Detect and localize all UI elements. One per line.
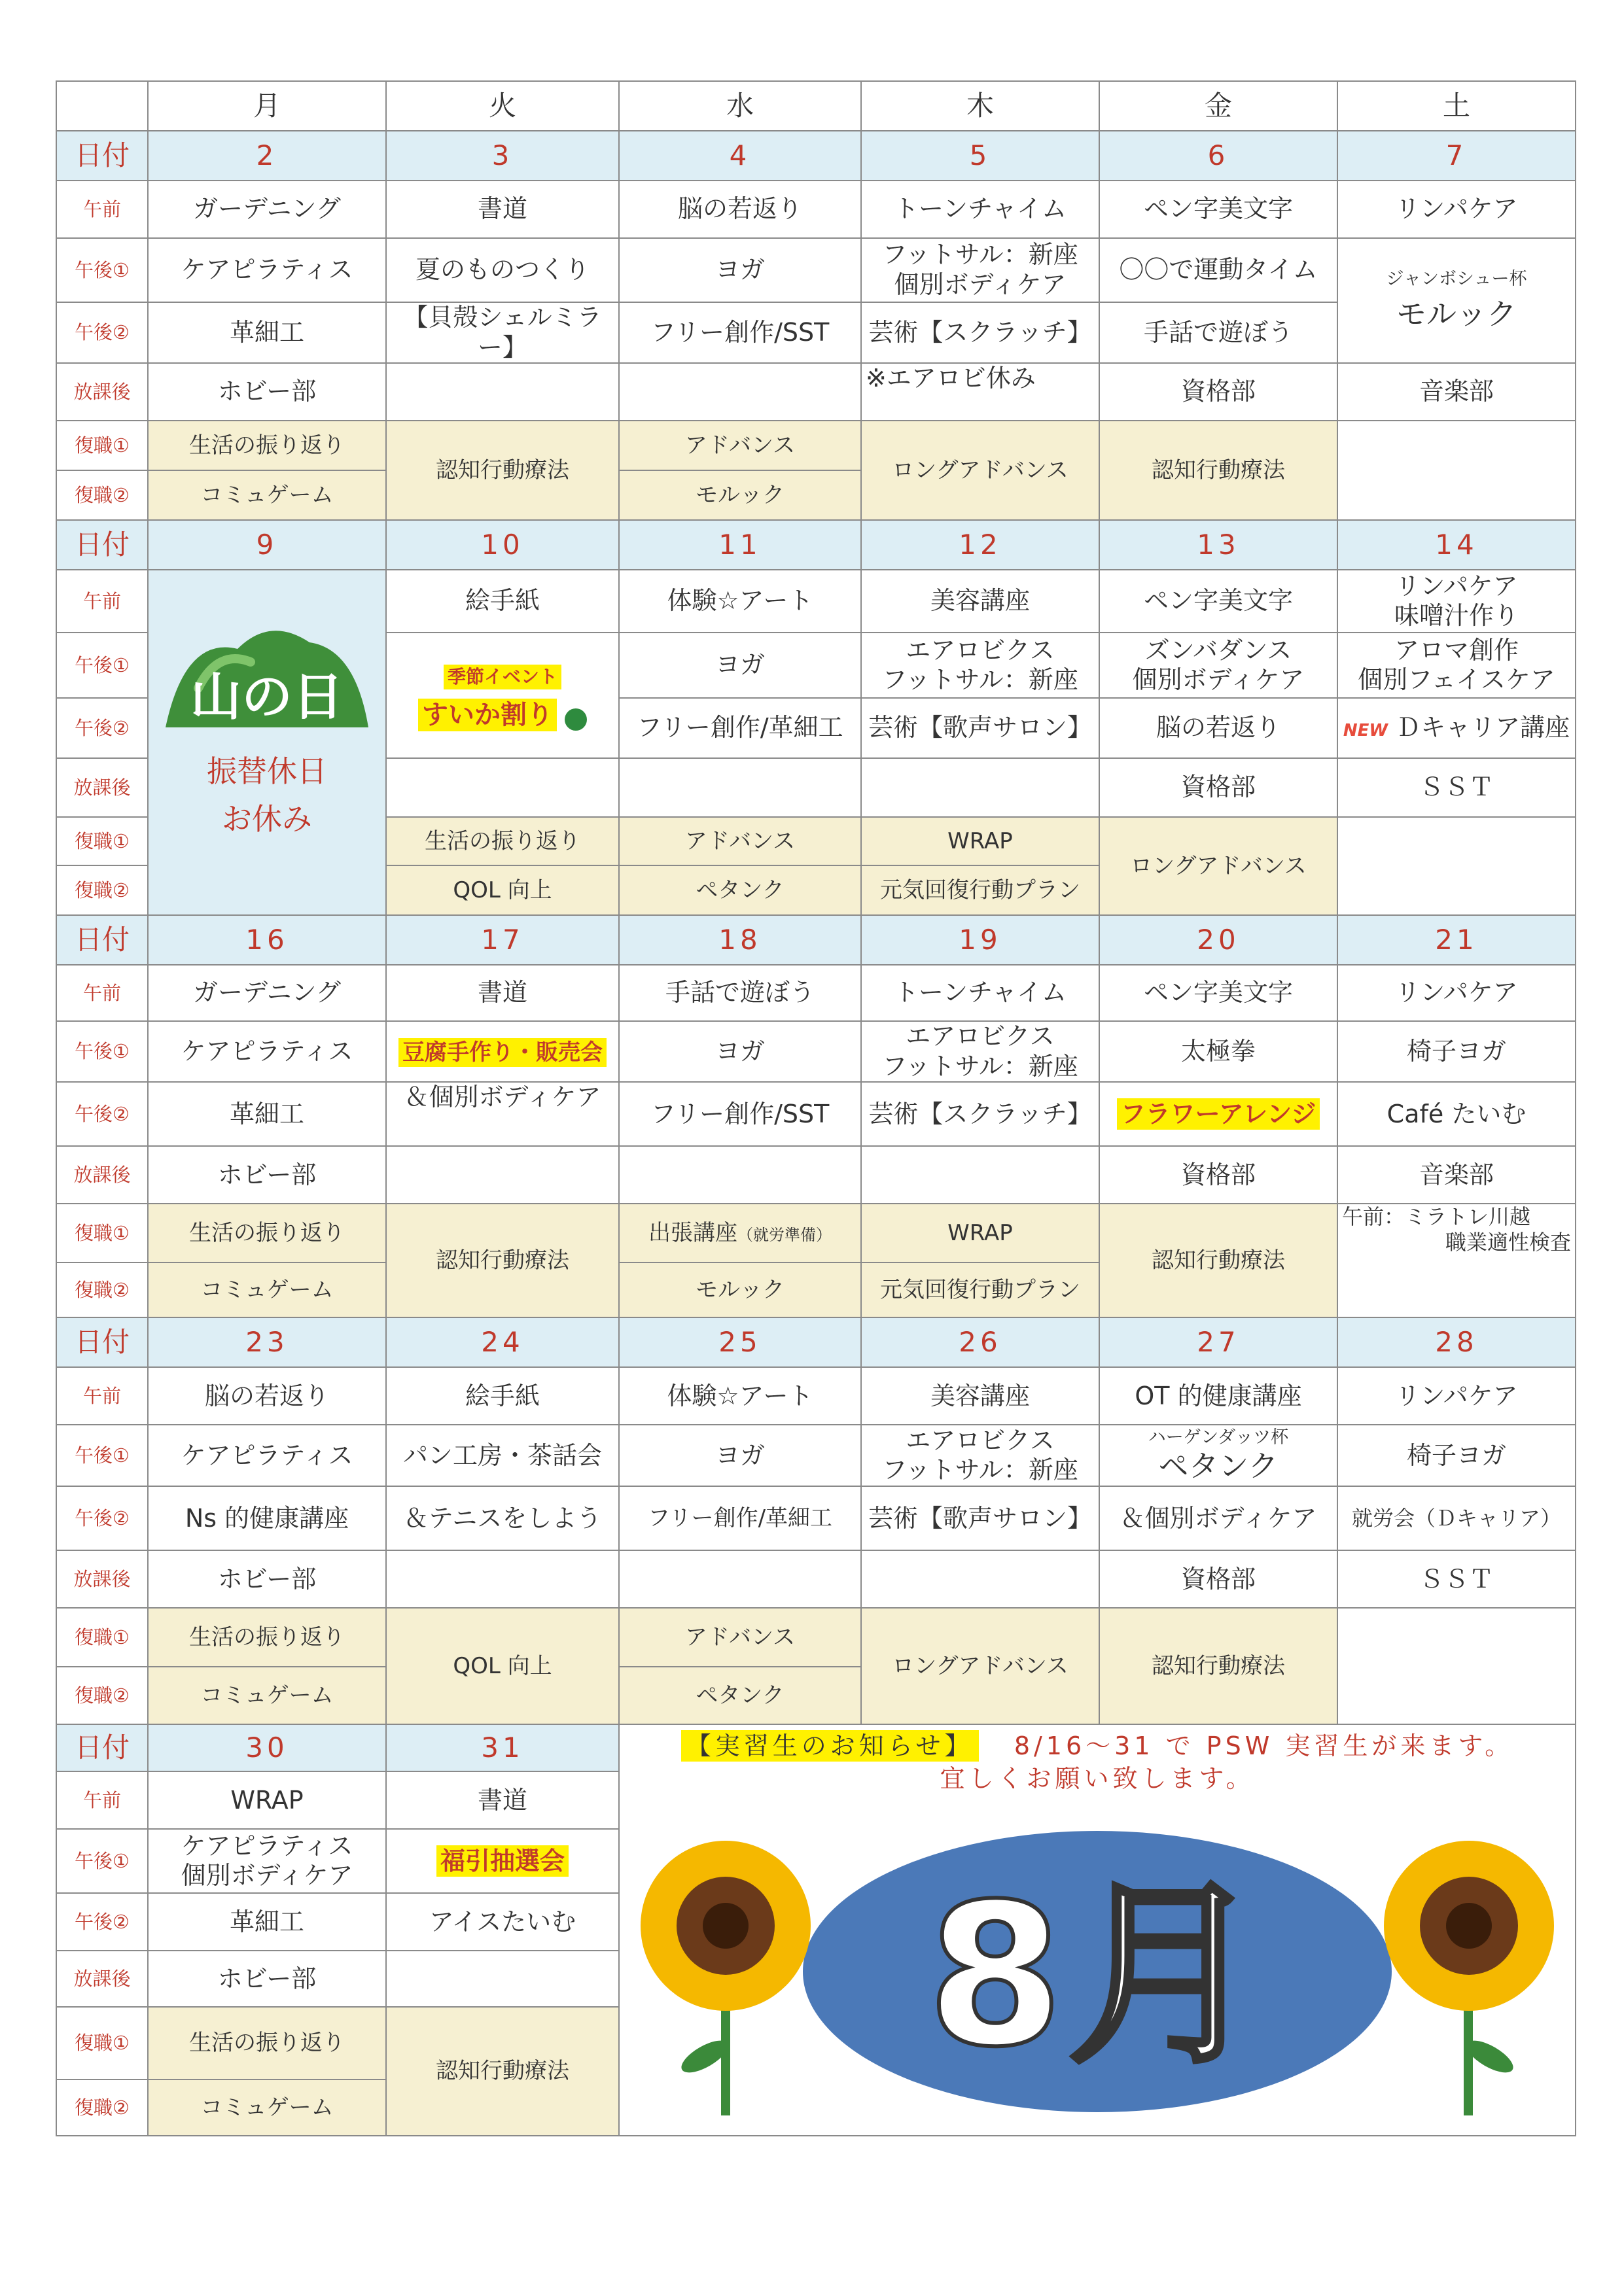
empty-cell xyxy=(1337,817,1576,915)
activity-cell: 体験☆アート xyxy=(619,570,861,633)
activity-cell: トーンチャイム xyxy=(861,965,1099,1021)
activity-cell: ガーデニング xyxy=(148,181,386,238)
empty-cell xyxy=(1337,1608,1576,1724)
activity-cell xyxy=(619,363,861,421)
activity-cell: 体験☆アート xyxy=(619,1367,861,1425)
activity-cell xyxy=(619,758,861,817)
row-label: 放課後 xyxy=(56,1550,148,1608)
activity-cell xyxy=(1337,633,1576,698)
row-label: 復職② xyxy=(56,1262,148,1317)
row-label: 午後① xyxy=(56,238,148,302)
activity-line: フットサル：新座 xyxy=(882,240,1078,270)
fukushoku-cell: 認知行動療法 xyxy=(1099,1204,1337,1317)
activity-cell: Café たいむ xyxy=(1337,1082,1576,1146)
fukushoku-cell: モルック xyxy=(619,1262,861,1317)
row-label: 復職① xyxy=(56,1204,148,1262)
activity-cell: 資格部 xyxy=(1099,1550,1337,1608)
cup-name: ハーゲンダッツ杯 xyxy=(1148,1427,1289,1448)
date-cell: 12 xyxy=(861,520,1099,570)
lottery-event: 福引抽選会 xyxy=(436,1845,569,1877)
weekday-thu: 木 xyxy=(861,81,1099,131)
activity-cell xyxy=(861,1146,1099,1204)
activity-line: フットサル：新座 xyxy=(882,665,1078,695)
row-label: 午前 xyxy=(56,181,148,238)
fukushoku1-row xyxy=(56,1204,1576,1262)
pm2-row xyxy=(56,1486,1576,1550)
fukushoku-cell: コミュゲーム xyxy=(148,1262,386,1317)
date-cell: 20 xyxy=(1099,915,1337,965)
row-label: 午後① xyxy=(56,1021,148,1082)
activity-cell xyxy=(1099,633,1337,698)
activity-line: アロマ創作 xyxy=(1394,635,1519,665)
row-label: 午後② xyxy=(56,302,148,363)
activity-cell xyxy=(1337,570,1576,633)
activity-line: Ｄキャリア講座 xyxy=(1396,713,1570,742)
activity-cell: フリー創作/SST xyxy=(619,1082,861,1146)
activity-line: エアロビクス xyxy=(906,1425,1055,1455)
activity-cell: 手話で遊ぼう xyxy=(619,965,861,1021)
activity-cell: アイスたいむ xyxy=(386,1893,619,1951)
fukushoku-cell: 認知行動療法 xyxy=(386,1204,619,1317)
month-badge-graphic xyxy=(620,1808,1575,2135)
empty-cell xyxy=(1337,421,1576,520)
fukushoku-cell: コミュゲーム xyxy=(148,1667,386,1724)
row-label: 日付 xyxy=(56,915,148,965)
flower-arrange-event: フラワーアレンジ xyxy=(1117,1098,1320,1130)
activity-cell xyxy=(619,1146,861,1204)
fukushoku-cell: 生活の振り返り xyxy=(148,2007,386,2079)
fukushoku-cell: 生活の振り返り xyxy=(148,1608,386,1667)
activity-cell: ＆テニスをしよう xyxy=(386,1486,619,1550)
activity-cell: ホビー部 xyxy=(148,1550,386,1608)
activity-cell: ケアピラティス xyxy=(148,1021,386,1082)
activity-cell: 太極拳 xyxy=(1099,1021,1337,1082)
note-cell xyxy=(1337,1204,1576,1317)
activity-cell: リンパケア xyxy=(1337,181,1576,238)
activity-cell: 〇〇で運動タイム xyxy=(1099,238,1337,302)
date-cell: 14 xyxy=(1337,520,1576,570)
activity-cell: ＳＳＴ xyxy=(1337,758,1576,817)
row-label: 午前 xyxy=(56,570,148,633)
activity-cell: WRAP xyxy=(148,1771,386,1829)
activity-cell: 夏のものつくり xyxy=(386,238,619,302)
date-cell: 28 xyxy=(1337,1317,1576,1367)
fukushoku-cell: QOL 向上 xyxy=(386,865,619,915)
row-label: 日付 xyxy=(56,1317,148,1367)
date-cell: 11 xyxy=(619,520,861,570)
activity-line: ズンバダンス xyxy=(1144,635,1292,665)
sunflower-right-icon xyxy=(1384,1841,1554,2115)
activity-cell xyxy=(386,1829,619,1893)
watermelon-icon xyxy=(565,708,587,731)
date-cell: 9 xyxy=(148,520,386,570)
row-label: 午後② xyxy=(56,1486,148,1550)
fukushoku-cell: QOL 向上 xyxy=(386,1608,619,1724)
fukushoku-cell: モルック xyxy=(619,470,861,520)
weekday-header-row xyxy=(56,81,1576,131)
cup-name: ジャンボシュー杯 xyxy=(1386,268,1527,289)
row-label: 復職① xyxy=(56,421,148,470)
date-cell: 2 xyxy=(148,131,386,181)
mountain-day-logo xyxy=(159,610,375,740)
date-cell: 31 xyxy=(386,1724,619,1771)
row-label: 復職① xyxy=(56,2007,148,2079)
activity-cell: 音楽部 xyxy=(1337,1146,1576,1204)
activity-line: 個別ボディケア xyxy=(181,1861,353,1890)
after-row xyxy=(56,363,1576,421)
row-label: 日付 xyxy=(56,131,148,181)
am-row xyxy=(56,570,1576,633)
activity-cell: 椅子ヨガ xyxy=(1337,1425,1576,1486)
activity-cell xyxy=(1337,698,1576,758)
fukushoku-cell: 認知行動療法 xyxy=(1099,421,1337,520)
activity-cell: ＳＳＴ xyxy=(1337,1550,1576,1608)
event-cell xyxy=(386,633,619,758)
activity-cell: 脳の若返り xyxy=(619,181,861,238)
activity-cell xyxy=(386,363,619,421)
fukushoku-cell: ロングアドバンス xyxy=(1099,817,1337,915)
row-label: 午前 xyxy=(56,1367,148,1425)
notice-panel xyxy=(619,1724,1576,2136)
date-row xyxy=(56,131,1576,181)
row-label: 復職① xyxy=(56,817,148,865)
row-label: 午後① xyxy=(56,1829,148,1893)
after-row xyxy=(56,1550,1576,1608)
activity-line: フットサル：新座 xyxy=(882,1051,1078,1081)
row-label: 復職② xyxy=(56,865,148,915)
activity-cell: 脳の若返り xyxy=(1099,698,1337,758)
row-label: 日付 xyxy=(56,520,148,570)
activity-cell: ホビー部 xyxy=(148,363,386,421)
activity-cell xyxy=(861,1425,1099,1486)
date-cell: 19 xyxy=(861,915,1099,965)
fukushoku-cell: ペタンク xyxy=(619,865,861,915)
row-label: 復職① xyxy=(56,1608,148,1667)
date-cell: 25 xyxy=(619,1317,861,1367)
activity-cell: 書道 xyxy=(386,1771,619,1829)
fukushoku1-row xyxy=(56,421,1576,470)
date-cell: 18 xyxy=(619,915,861,965)
holiday-closed: お休み xyxy=(222,801,312,837)
fukushoku-cell: コミュゲーム xyxy=(148,2079,386,2136)
fukushoku-cell xyxy=(619,1204,861,1262)
activity-cell xyxy=(1337,238,1576,363)
fukushoku-cell: 認知行動療法 xyxy=(386,421,619,520)
activity-cell: ホビー部 xyxy=(148,1951,386,2007)
fukushoku-cell: コミュゲーム xyxy=(148,470,386,520)
fukushoku-cell: 認知行動療法 xyxy=(386,2007,619,2136)
fukushoku-cell: ロングアドバンス xyxy=(861,421,1099,520)
activity-cell xyxy=(619,1550,861,1608)
activity-cell: 芸術【歌声サロン】 xyxy=(861,1486,1099,1550)
date-row xyxy=(56,915,1576,965)
after-row xyxy=(56,1146,1576,1204)
activity-line: モルック xyxy=(1396,296,1517,332)
activity-line: フットサル：新座 xyxy=(882,1455,1078,1485)
activity-line: 個別ボディケア xyxy=(1132,665,1305,695)
sunflower-left-icon xyxy=(641,1841,811,2115)
date-cell: 17 xyxy=(386,915,619,965)
fukushoku-cell: 生活の振り返り xyxy=(148,421,386,470)
activity-cell xyxy=(861,758,1099,817)
fukushoku-cell: アドバンス xyxy=(619,1608,861,1667)
fukushoku1-row xyxy=(56,1608,1576,1667)
mountain-day-logo-text: 山の日 xyxy=(190,668,344,727)
month-badge-text: 8月 xyxy=(927,1862,1268,2091)
fukushoku-cell: 元気回復行動プラン xyxy=(861,1262,1099,1317)
date-cell: 6 xyxy=(1099,131,1337,181)
row-label: 復職② xyxy=(56,470,148,520)
holiday-cell xyxy=(148,570,386,915)
activity-cell: トーンチャイム xyxy=(861,181,1099,238)
activity-cell: 書道 xyxy=(386,181,619,238)
activity-cell: リンパケア xyxy=(1337,1367,1576,1425)
row-label: 放課後 xyxy=(56,1146,148,1204)
activity-cell: 絵手紙 xyxy=(386,570,619,633)
activity-cell: 革細工 xyxy=(148,1893,386,1951)
activity-cell xyxy=(386,1550,619,1608)
date-cell: 13 xyxy=(1099,520,1337,570)
monthly-schedule-table xyxy=(56,80,1576,2136)
date-cell: 7 xyxy=(1337,131,1576,181)
pm2-row xyxy=(56,1082,1576,1146)
date-row xyxy=(56,1724,1576,1771)
fukushoku-cell: ロングアドバンス xyxy=(861,1608,1099,1724)
am-row xyxy=(56,181,1576,238)
row-label: 放課後 xyxy=(56,758,148,817)
fukushoku-cell: アドバンス xyxy=(619,421,861,470)
weekday-fri: 金 xyxy=(1099,81,1337,131)
activity-cell: ヨガ xyxy=(619,633,861,698)
tofu-event: 豆腐手作り・販売会 xyxy=(398,1038,607,1067)
corner-cell xyxy=(56,81,148,131)
date-cell: 4 xyxy=(619,131,861,181)
activity-line: 出張講座 xyxy=(648,1219,737,1246)
date-cell: 16 xyxy=(148,915,386,965)
date-cell: 3 xyxy=(386,131,619,181)
activity-cell xyxy=(1099,1082,1337,1146)
fukushoku-cell: WRAP xyxy=(861,817,1099,865)
weekday-wed: 水 xyxy=(619,81,861,131)
activity-cell: ヨガ xyxy=(619,1021,861,1082)
activity-cell: リンパケア xyxy=(1337,965,1576,1021)
fukushoku-cell: アドバンス xyxy=(619,817,861,865)
activity-cell: 絵手紙 xyxy=(386,1367,619,1425)
activity-cell: 美容講座 xyxy=(861,1367,1099,1425)
row-label: 午後① xyxy=(56,633,148,698)
pm1-row xyxy=(56,1425,1576,1486)
fukushoku-cell: 生活の振り返り xyxy=(148,1204,386,1262)
am-row xyxy=(56,965,1576,1021)
activity-cell: 革細工 xyxy=(148,302,386,363)
season-event-tag: 季節イベント xyxy=(444,665,561,689)
activity-cell xyxy=(386,1021,619,1082)
activity-cell: ※エアロビ休み xyxy=(861,363,1099,421)
row-label: 午後② xyxy=(56,1893,148,1951)
activity-cell: 就労会（Ｄキャリア） xyxy=(1337,1486,1576,1550)
row-label: 放課後 xyxy=(56,363,148,421)
date-row xyxy=(56,1317,1576,1367)
row-label: 午前 xyxy=(56,965,148,1021)
date-cell: 24 xyxy=(386,1317,619,1367)
activity-line: エアロビクス xyxy=(906,1022,1055,1051)
new-badge: NEW xyxy=(1343,721,1388,741)
activity-cell: 書道 xyxy=(386,965,619,1021)
activity-cell: ＆個別ボディケア xyxy=(1099,1486,1337,1550)
activity-cell: 脳の若返り xyxy=(148,1367,386,1425)
activity-line: ケアピラティス xyxy=(181,1831,353,1860)
activity-cell: フリー創作/革細工 xyxy=(619,1486,861,1550)
row-label: 放課後 xyxy=(56,1951,148,2007)
activity-cell xyxy=(861,633,1099,698)
date-cell: 26 xyxy=(861,1317,1099,1367)
activity-cell: ＆個別ボディケア xyxy=(386,1082,619,1146)
activity-cell: 手話で遊ぼう xyxy=(1099,302,1337,363)
date-cell: 30 xyxy=(148,1724,386,1771)
activity-line: 個別フェイスケア xyxy=(1358,665,1555,695)
activity-cell xyxy=(386,1951,619,2007)
row-label: 午後① xyxy=(56,1425,148,1486)
activity-cell: 芸術【スクラッチ】 xyxy=(861,302,1099,363)
activity-cell xyxy=(861,1021,1099,1082)
activity-cell: 資格部 xyxy=(1099,363,1337,421)
activity-cell: 音楽部 xyxy=(1337,363,1576,421)
row-label: 日付 xyxy=(56,1724,148,1771)
activity-cell: パン工房・茶話会 xyxy=(386,1425,619,1486)
fukushoku-cell: 認知行動療法 xyxy=(1099,1608,1337,1724)
weekday-tue: 火 xyxy=(386,81,619,131)
activity-cell: ペン字美文字 xyxy=(1099,181,1337,238)
date-cell: 5 xyxy=(861,131,1099,181)
weekday-mon: 月 xyxy=(148,81,386,131)
activity-cell: 【貝殻シェルミラー】 xyxy=(386,302,619,363)
activity-line: 個別ボディケア xyxy=(894,270,1067,299)
date-cell: 27 xyxy=(1099,1317,1337,1367)
activity-cell xyxy=(386,1146,619,1204)
holiday-substitute: 振替休日 xyxy=(207,754,327,790)
activity-line: 味噌汁作り xyxy=(1394,601,1519,631)
watermelon-event: すいか割り xyxy=(418,699,557,731)
notice-line-1: 8/16～31 で PSW 実習生が来ます。 xyxy=(1014,1731,1514,1761)
activity-cell: フリー創作/SST xyxy=(619,302,861,363)
fukushoku-cell: 元気回復行動プラン xyxy=(861,865,1099,915)
activity-cell: ケアピラティス xyxy=(148,1425,386,1486)
notice-line-2: 宜しくお願い致します。 xyxy=(940,1764,1255,1793)
activity-cell: 芸術【スクラッチ】 xyxy=(861,1082,1099,1146)
intern-notice xyxy=(620,1730,1575,1795)
activity-cell xyxy=(861,1550,1099,1608)
activity-line: エアロビクス xyxy=(906,635,1055,665)
activity-cell: 美容講座 xyxy=(861,570,1099,633)
note-line: 午前：ミラトレ川越 xyxy=(1342,1204,1531,1230)
activity-cell: ヨガ xyxy=(619,1425,861,1486)
fukushoku-cell: WRAP xyxy=(861,1204,1099,1262)
activity-line: ペタンク xyxy=(1158,1448,1279,1484)
pm1-row xyxy=(56,1021,1576,1082)
row-label: 午前 xyxy=(56,1771,148,1829)
date-cell: 21 xyxy=(1337,915,1576,965)
activity-cell: 芸術【歌声サロン】 xyxy=(861,698,1099,758)
activity-cell xyxy=(861,238,1099,302)
activity-cell: 資格部 xyxy=(1099,1146,1337,1204)
activity-cell: OT 的健康講座 xyxy=(1099,1367,1337,1425)
row-label: 復職② xyxy=(56,2079,148,2136)
activity-cell: ケアピラティス xyxy=(148,238,386,302)
pm1-row xyxy=(56,238,1576,302)
activity-cell xyxy=(1099,1425,1337,1486)
activity-cell: Ns 的健康講座 xyxy=(148,1486,386,1550)
activity-cell: 椅子ヨガ xyxy=(1337,1021,1576,1082)
note-line: 職業適性検査 xyxy=(1445,1229,1571,1255)
activity-cell: ガーデニング xyxy=(148,965,386,1021)
activity-note: （就労準備） xyxy=(737,1225,832,1244)
date-row xyxy=(56,520,1576,570)
activity-cell: ペン字美文字 xyxy=(1099,570,1337,633)
row-label: 復職② xyxy=(56,1667,148,1724)
date-cell: 23 xyxy=(148,1317,386,1367)
activity-cell: ホビー部 xyxy=(148,1146,386,1204)
activity-cell xyxy=(148,1829,386,1893)
weekday-sat: 土 xyxy=(1337,81,1576,131)
fukushoku-cell: 生活の振り返り xyxy=(386,817,619,865)
date-cell: 10 xyxy=(386,520,619,570)
am-row xyxy=(56,1367,1576,1425)
notice-tag: 【実習生のお知らせ】 xyxy=(681,1730,979,1762)
activity-cell xyxy=(386,758,619,817)
fukushoku-cell: ペタンク xyxy=(619,1667,861,1724)
activity-line: リンパケア xyxy=(1395,571,1518,600)
activity-cell: 資格部 xyxy=(1099,758,1337,817)
activity-cell: ヨガ xyxy=(619,238,861,302)
row-label: 午後② xyxy=(56,698,148,758)
row-label: 午後② xyxy=(56,1082,148,1146)
activity-cell: フリー創作/革細工 xyxy=(619,698,861,758)
activity-cell: ペン字美文字 xyxy=(1099,965,1337,1021)
activity-cell: 革細工 xyxy=(148,1082,386,1146)
